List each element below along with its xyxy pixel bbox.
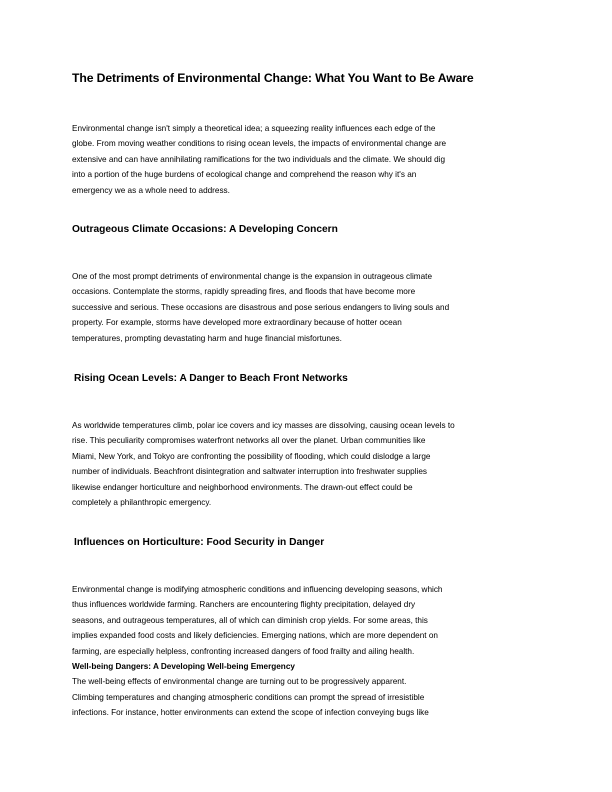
paragraph-line: Environmental change is modifying atmospheric conditions and influencing developing seasons, which [72,585,443,594]
paragraph-line: number of individuals. Beachfront disintegration and saltwater interruption into freshwater supplies [72,467,427,477]
paragraph-line: seasons, and outrageous temperatures, all of which can diminish crop yields. For some areas, this [72,615,428,625]
paragraph-line: Environmental change isn't simply a theoretical idea; a squeezing reality influences each edge of the [72,124,436,133]
paragraph-line: One of the most prompt detriments of environmental change is the expansion in outrageous climate [72,272,432,281]
paragraph-line: Climbing temperatures and changing atmospheric conditions can prompt the spread of irresistible [72,692,425,702]
paragraph-line: rise. This peculiarity compromises waterfront networks all over the planet. Urban communities like [72,436,426,446]
section-heading-extreme-weather: Outrageous Climate Occasions: A Developing Concern [72,224,338,235]
paragraph-line: thus influences worldwide farming. Ranchers are encountering flighty precipitation, delayed dry [72,600,416,610]
section-paragraph-horticulture [72,582,544,721]
intro-paragraph [72,121,544,198]
paragraph-line: globe. From moving weather conditions to rising ocean levels, the impacts of environmental change are [72,139,447,149]
paragraph-line: occasions. Contemplate the storms, rapidly spreading fires, and floods that have become more [72,287,416,297]
paragraph-line: As worldwide temperatures climb, polar ice covers and icy masses are dissolving, causing ocean levels to [72,421,455,430]
paragraph-line: completely a philanthropic emergency. [72,497,212,507]
paragraph-line: temperatures, prompting devastating harm and huge financial misfortunes. [72,333,342,343]
paragraph-line: extensive and can have annihilating ramifications for the two individuals and the climate. We should dig [72,154,446,164]
paragraph-line: implies expanded food costs and likely deficiencies. Emerging nations, which are more dependent on [72,631,438,641]
paragraph-line: property. For example, storms have developed more extraordinary because of hotter ocean [72,318,402,328]
section-heading-sea-levels: Rising Ocean Levels: A Danger to Beach Front Networks [74,373,348,384]
paragraph-line: emergency we as a whole need to address. [72,185,230,195]
paragraph-line: farming, are especially helpless, confronting increased dangers of food frailty and ailing health. [72,646,415,656]
paragraph-line: infections. For instance, hotter environments can extend the scope of infection conveying bugs like [72,708,429,718]
paragraph-line: likewise endanger horticulture and neighborhood environments. The drawn-out effect could be [72,482,413,492]
section-paragraph-sea-levels [72,418,544,510]
subsection-heading-health: Well-being Dangers: A Developing Well-being Emergency [72,661,295,671]
section-heading-horticulture: Influences on Horticulture: Food Security in Danger [74,537,325,548]
section-paragraph-extreme-weather [72,269,544,346]
paragraph-line: The well-being effects of environmental change are turning out to be progressively apparent. [72,677,407,687]
paragraph-line: successive and serious. These occasions are disastrous and pose serious endangers to living souls and [72,302,450,312]
paragraph-line: into a portion of the huge burdens of ecological change and comprehend the reason why it's an [72,170,417,180]
paragraph-line: Miami, New York, and Tokyo are confronting the possibility of flooding, which could dislodge a large [72,451,431,461]
page-title: The Detriments of Environmental Change: What You Want to Be Aware [72,71,474,85]
